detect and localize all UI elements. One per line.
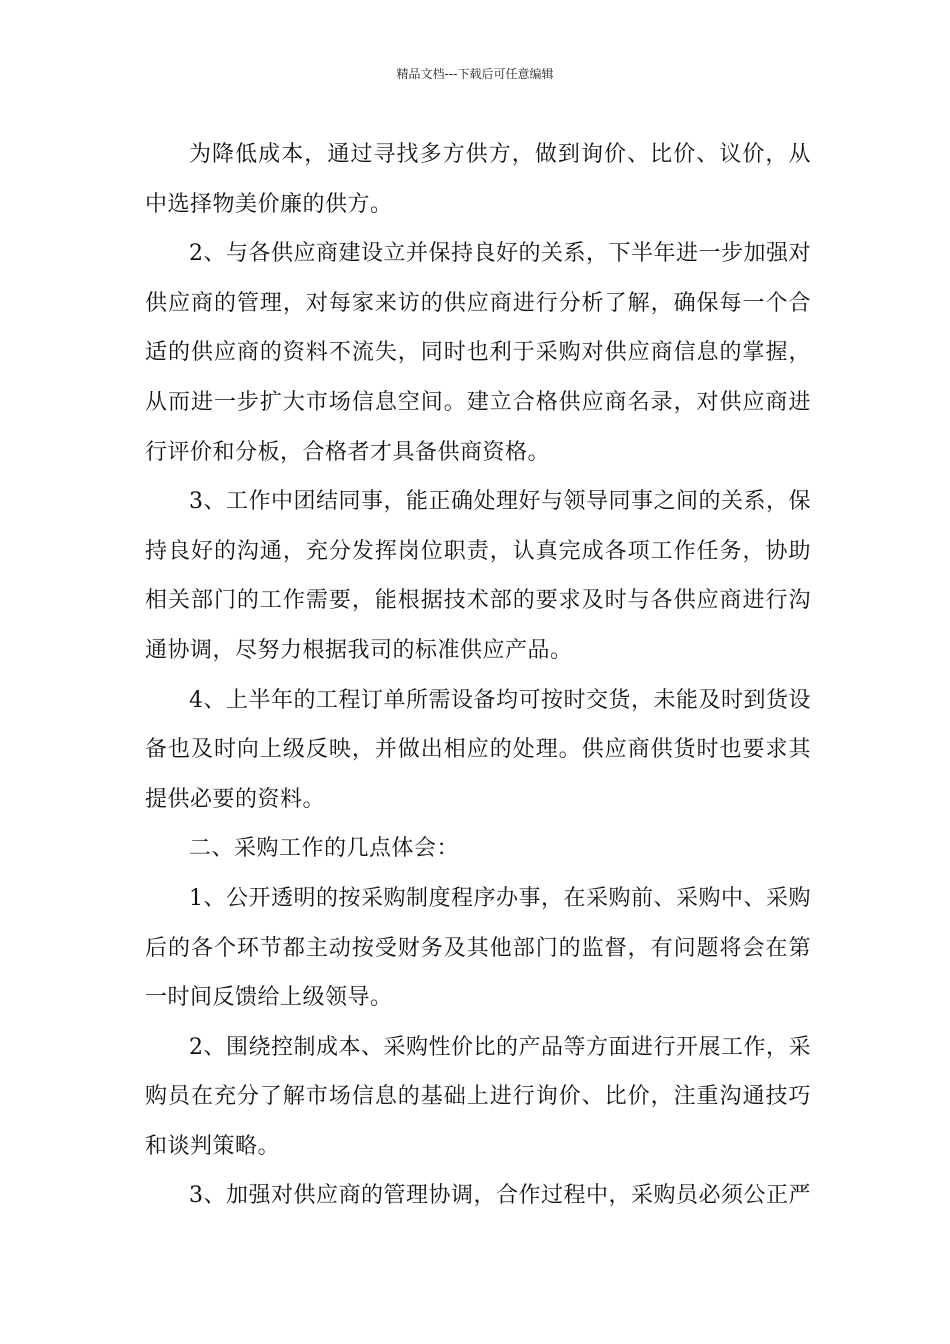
paragraph-transparency: 1、公开透明的按采购制度程序办事，在采购前、采购中、采购后的各个环节都主动按受财务及其他部门的监督，有问题将会在第一时间反馈给上级领导。 <box>145 885 811 1011</box>
paragraph-supplier-management: 3、加强对供应商的管理协调，合作过程中，采购员必须公正严 <box>189 1183 811 1209</box>
paragraph-cost-control: 2、围绕控制成本、采购性价比的产品等方面进行开展工作，采购员在充分了解市场信息的基础上进行询价、比价，注重沟通技巧和谈判策略。 <box>145 1034 811 1159</box>
paragraph-teamwork: 3、工作中团结同事，能正确处理好与领导同事之间的关系，保持良好的沟通，充分发挥岗位职责，认真完成各项工作任务，协助相关部门的工作需要，能根据技术部的要求及时与各供应商进行沟通协调，尽努力根据我司的标准供应产品。 <box>145 489 811 663</box>
paragraph-delivery: 4、上半年的工程订单所需设备均可按时交货，未能及时到货设备也及时向上级反映，并做出相应的处理。供应商供货时也要求其提供必要的资料。 <box>145 687 811 812</box>
document-body <box>145 130 811 1221</box>
paragraph-cost-reduction: 为降低成本，通过寻找多方供方，做到询价、比价、议价，从中选择物美价廉的供方。 <box>145 142 811 217</box>
section-heading-experience: 二、采购工作的几点体会： <box>189 836 460 862</box>
paragraph-supplier-relations: 2、与各供应商建设立并保持良好的关系，下半年进一步加强对供应商的管理，对每家来访的供应商进行分析了解，确保每一个合适的供应商的资料不流失，同时也利于采购对供应商信息的掌握，从而进一步扩大市场信息空间。建立合格供应商名录，对供应商进行评价和分板，合格者才具备供商资格。 <box>145 241 811 465</box>
page-header: 精品文档---下载后可任意编辑 <box>396 67 554 81</box>
